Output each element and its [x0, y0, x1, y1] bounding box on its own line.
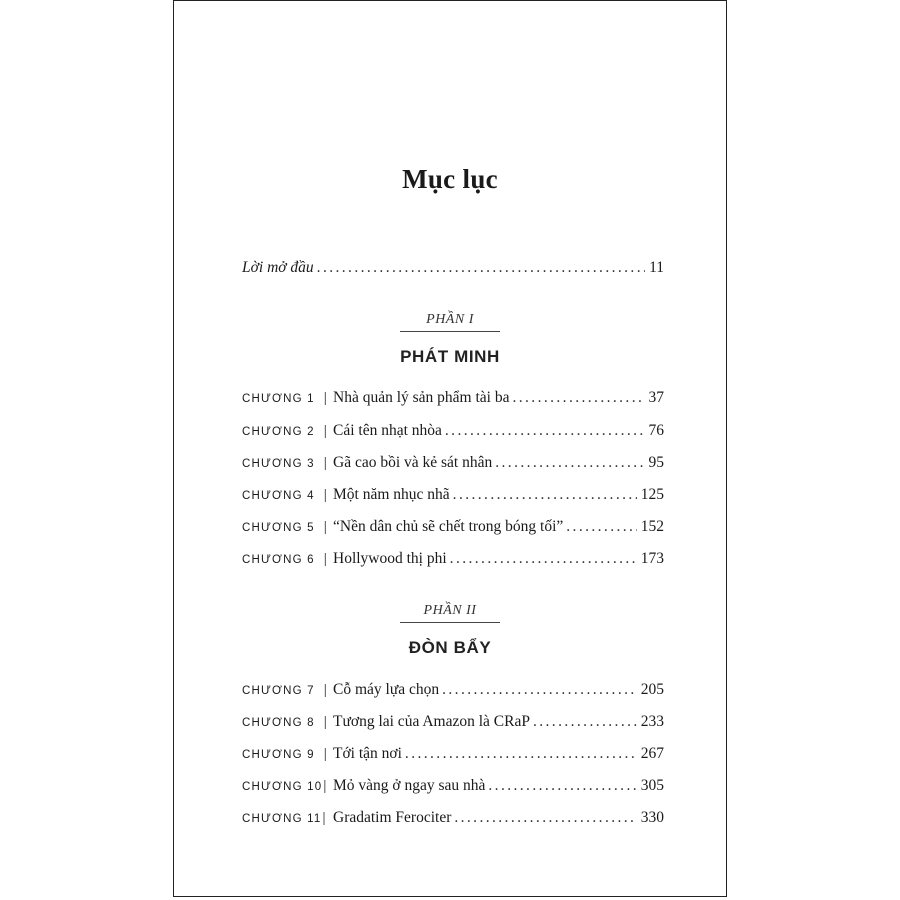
separator: | [323, 682, 327, 698]
dot-leader [533, 711, 637, 733]
dot-leader [454, 807, 636, 829]
dot-leader [442, 679, 637, 701]
page-number: 267 [640, 745, 664, 762]
dot-leader [445, 420, 645, 442]
toc-entry [242, 679, 664, 701]
entry-title: Tới tận nơi [333, 745, 402, 762]
page-number: 152 [640, 518, 664, 535]
dot-leader [495, 452, 644, 474]
toc-entry [242, 548, 664, 570]
chapter-number: CHƯƠNG 2 [242, 426, 315, 438]
entry-title: Tương lai của Amazon là CRaP [333, 713, 530, 730]
dot-leader [405, 743, 637, 765]
dot-leader [453, 484, 637, 506]
chapter-number: CHƯƠNG 10 [242, 781, 323, 793]
chapter-number: CHƯƠNG 11 [242, 813, 322, 825]
dot-leader [566, 516, 636, 538]
separator: | [323, 423, 327, 439]
chapter-number: CHƯƠNG 7 [242, 685, 315, 697]
chapter-number: CHƯƠNG 4 [242, 490, 315, 502]
dot-leader [317, 257, 645, 279]
toc-entry [242, 516, 664, 538]
chapter-number: CHƯƠNG 5 [242, 522, 315, 534]
page-number: 95 [648, 454, 664, 471]
book-page [173, 0, 727, 897]
page-number: 76 [648, 422, 664, 439]
separator: | [323, 778, 327, 794]
entry-title: Gã cao bồi và kẻ sát nhân [333, 454, 493, 471]
toc-entry [242, 775, 664, 797]
page-number: 37 [648, 389, 664, 406]
entry-title: Hollywood thị phi [333, 550, 447, 567]
dot-leader [488, 775, 636, 797]
separator: | [323, 487, 327, 503]
page-number: 233 [640, 713, 664, 730]
separator: | [322, 810, 326, 826]
toc-entry [242, 807, 664, 829]
entry-title: Nhà quản lý sản phẩm tài ba [333, 389, 510, 406]
entry-title: “Nền dân chủ sẽ chết trong bóng tối” [333, 518, 564, 535]
part-label: PHẦN II [174, 603, 726, 623]
separator: | [323, 519, 327, 535]
chapter-number: CHƯƠNG 8 [242, 717, 315, 729]
entry-title: Mỏ vàng ở ngay sau nhà [333, 777, 486, 794]
page-number: 205 [640, 681, 664, 698]
separator: | [323, 455, 327, 471]
toc-entry [242, 420, 664, 442]
separator: | [323, 390, 327, 406]
separator: | [323, 746, 327, 762]
part-label: PHẦN I [174, 312, 726, 332]
toc-entry [242, 743, 664, 765]
chapter-number: CHƯƠNG 1 [242, 393, 315, 405]
page-number: 125 [640, 486, 664, 503]
chapter-number: CHƯƠNG 6 [242, 554, 315, 566]
page-number: 305 [640, 777, 664, 794]
entry-title: Một năm nhục nhã [333, 486, 450, 503]
entry-title: Cái tên nhạt nhòa [333, 422, 442, 439]
toc-entry [242, 387, 664, 409]
part-title: PHÁT MINH [400, 347, 500, 366]
toc-entry [242, 711, 664, 733]
separator: | [323, 551, 327, 567]
entry-title: Cỗ máy lựa chọn [333, 681, 440, 698]
entry-title: Gradatim Ferociter [333, 809, 452, 826]
page-number: 11 [649, 259, 664, 276]
toc-entry-preface [242, 257, 664, 279]
separator: | [323, 714, 327, 730]
toc-entry [242, 452, 664, 474]
dot-leader [450, 548, 637, 570]
entry-title: Lời mở đầu [242, 259, 314, 276]
page-number: 173 [640, 550, 664, 567]
page-number: 330 [640, 809, 664, 826]
chapter-number: CHƯƠNG 3 [242, 458, 315, 470]
page-title: Mục lục [402, 164, 498, 194]
part-title: ĐÒN BẨY [408, 638, 492, 657]
dot-leader [512, 387, 644, 409]
chapter-number: CHƯƠNG 9 [242, 749, 315, 761]
toc-entry [242, 484, 664, 506]
